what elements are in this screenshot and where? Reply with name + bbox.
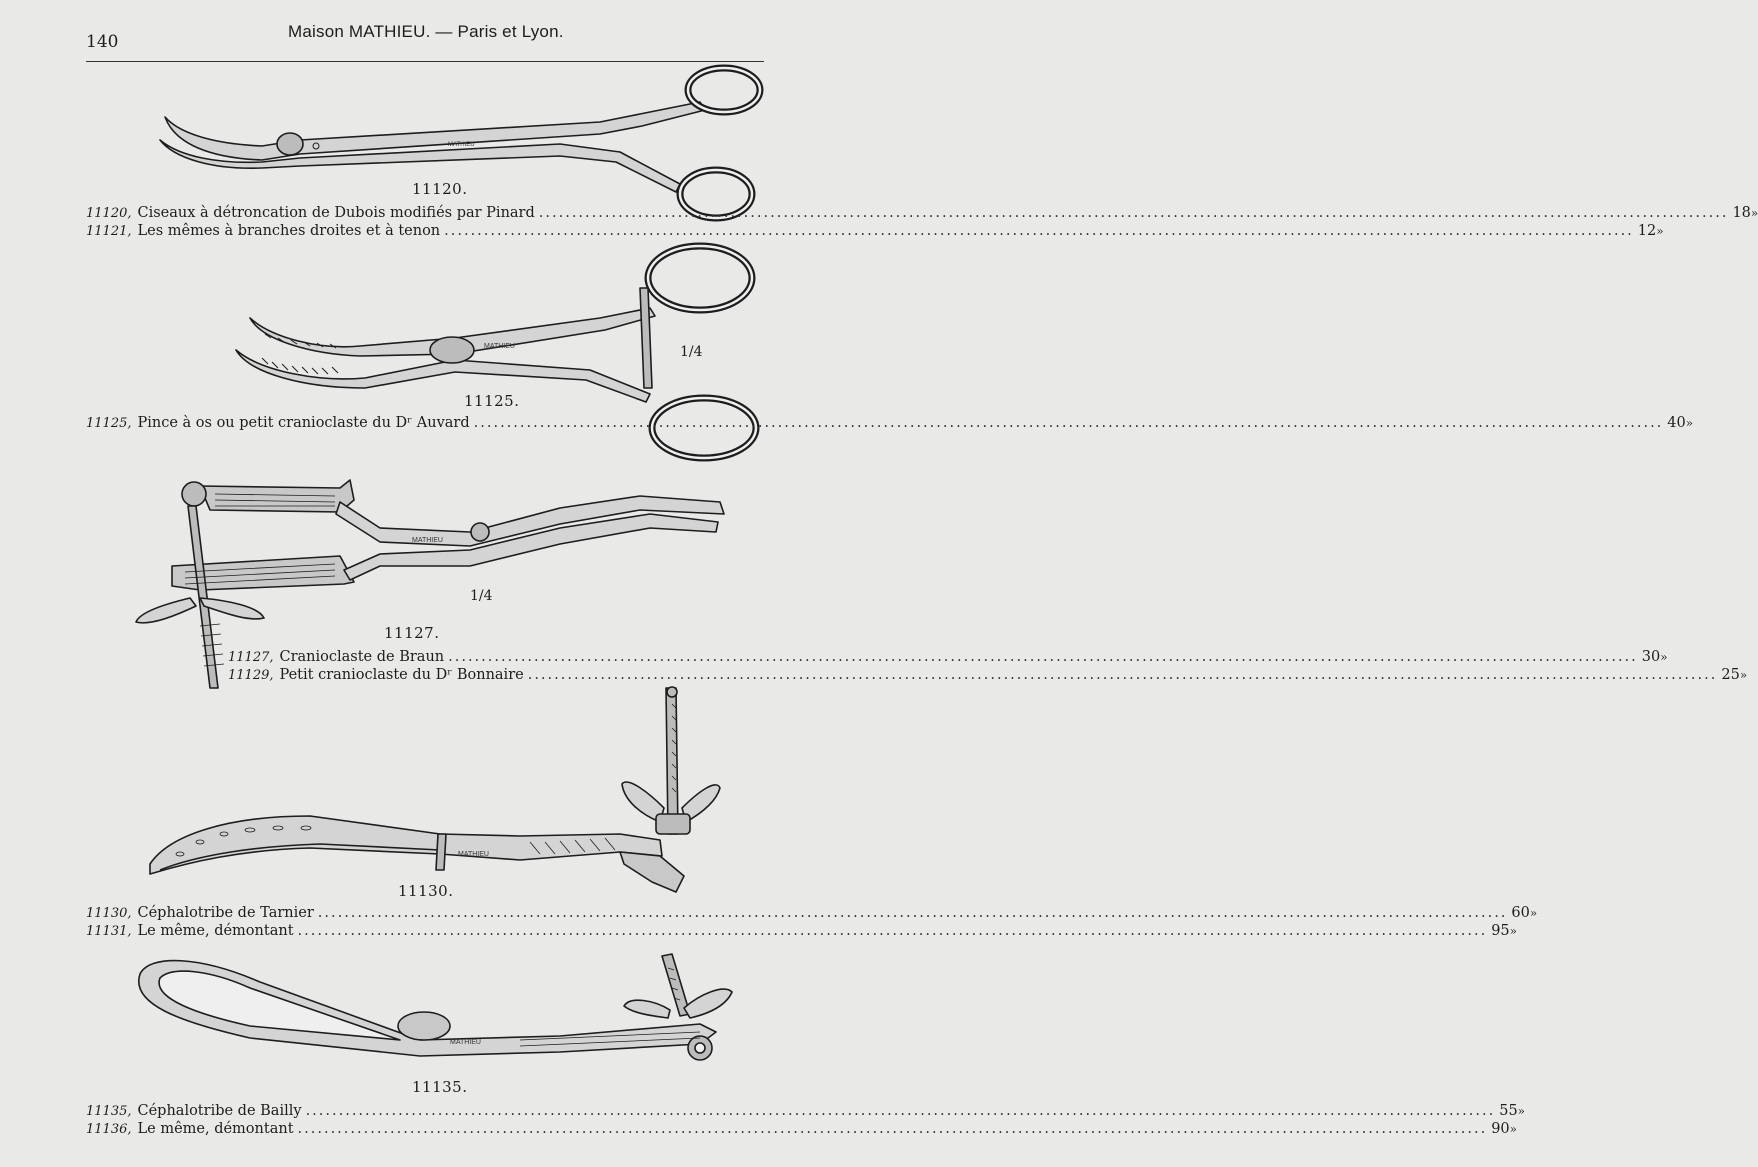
entry-price: 95: [1491, 923, 1510, 939]
entry-price: 12: [1637, 223, 1657, 239]
entry-ref: 11135,: [86, 1104, 132, 1119]
figure-number: 11125.: [464, 392, 520, 410]
catalog-entry: [86, 904, 1538, 922]
entry-ref: 11129,: [228, 668, 274, 683]
entry-unit: »: [1750, 206, 1758, 220]
dot-leader: ....................................................................................................................................................................................: [317, 905, 1508, 921]
entry-ref: 11127,: [228, 650, 274, 665]
entry-price: 25: [1721, 667, 1740, 683]
entry-unit: »: [1517, 1104, 1526, 1118]
entry-unit: »: [1685, 416, 1694, 430]
entry-price: 60: [1511, 905, 1530, 921]
catalog-entry: [86, 414, 1694, 432]
running-head: Maison MATHIEU. — Paris et Lyon.: [288, 22, 564, 41]
maker-stamp: MATHIEU: [450, 1039, 481, 1046]
catalog-entry: [86, 1120, 1517, 1138]
entry-unit: »: [1656, 224, 1664, 238]
cephalotribe-bailly-illustration: [0, 944, 800, 1084]
cephalotribe-tarnier-illustration: [0, 684, 800, 904]
entry-unit: »: [1509, 924, 1517, 938]
dot-leader: ....................................................................................................................................................................................: [527, 667, 1718, 683]
entry-desc: Céphalotribe de Bailly: [137, 1103, 302, 1119]
page-header: [0, 0, 800, 70]
entry-desc: Le même, démontant: [137, 1121, 294, 1137]
figure-number: 11135.: [412, 1078, 468, 1096]
entry-desc: Petit cranioclaste du Dʳ Bonnaire: [279, 667, 524, 683]
page-number: 140: [86, 32, 119, 52]
figure-number: 11127.: [384, 624, 440, 642]
entry-price: 30: [1641, 649, 1661, 665]
figure-number: 11120.: [412, 180, 468, 198]
entry-ref: 11120,: [86, 206, 132, 221]
maker-stamp: MATHIEU: [484, 343, 515, 350]
catalog-entry: [86, 922, 1517, 940]
entry-ref: 11125,: [86, 416, 132, 431]
entry-price: 90: [1491, 1121, 1510, 1137]
entry-unit: »: [1660, 650, 1668, 664]
dot-leader: ....................................................................................................................................................................................: [305, 1103, 1496, 1119]
entry-price: 40: [1667, 415, 1686, 431]
entry-ref: 11130,: [86, 906, 132, 921]
maker-stamp: MATHIEU: [412, 537, 443, 544]
illustration-cephalotribe-11130: [0, 684, 800, 904]
entry-ref: 11121,: [86, 224, 132, 239]
catalog-entry: [86, 204, 1758, 222]
scissors-illustration: [0, 62, 800, 222]
dot-leader: ....................................................................................................................................................................................: [473, 415, 1664, 431]
figure-number: 11130.: [398, 882, 454, 900]
catalog-entry: [228, 666, 1748, 684]
entry-price: 55: [1499, 1103, 1518, 1119]
illustration-cephalotribe-11135: [0, 944, 800, 1084]
entry-unit: »: [1739, 668, 1748, 682]
entry-unit: »: [1509, 1122, 1517, 1136]
catalog-entry: [86, 1102, 1526, 1120]
scale-mark: 1/4: [680, 344, 703, 360]
illustration-scissors-11120: [0, 62, 800, 222]
dot-leader: ....................................................................................................................................................................................: [297, 923, 1488, 939]
maker-stamp: MATHIEU: [458, 851, 489, 858]
entry-desc: Les mêmes à branches droites et à tenon: [137, 223, 441, 239]
dot-leader: ....................................................................................................................................................................................: [538, 205, 1729, 221]
maker-stamp: MATHIEU: [448, 142, 475, 148]
dot-leader: ....................................................................................................................................................................................: [297, 1121, 1488, 1137]
dot-leader: ....................................................................................................................................................................................: [444, 223, 1634, 239]
dot-leader: ....................................................................................................................................................................................: [448, 649, 1638, 665]
entry-desc: Ciseaux à détroncation de Dubois modifiés par Pinard: [137, 205, 535, 221]
entry-price: 18: [1732, 205, 1751, 221]
entry-ref: 11131,: [86, 924, 132, 939]
catalog-entry: [228, 648, 1668, 666]
entry-desc: Le même, démontant: [137, 923, 294, 939]
entry-desc: Céphalotribe de Tarnier: [137, 905, 314, 921]
entry-desc: Pince à os ou petit cranioclaste du Dʳ Auvard: [137, 415, 470, 431]
scale-mark: 1/4: [470, 588, 493, 604]
entry-unit: »: [1529, 906, 1538, 920]
entry-desc: Cranioclaste de Braun: [279, 649, 445, 665]
entry-ref: 11136,: [86, 1122, 132, 1137]
